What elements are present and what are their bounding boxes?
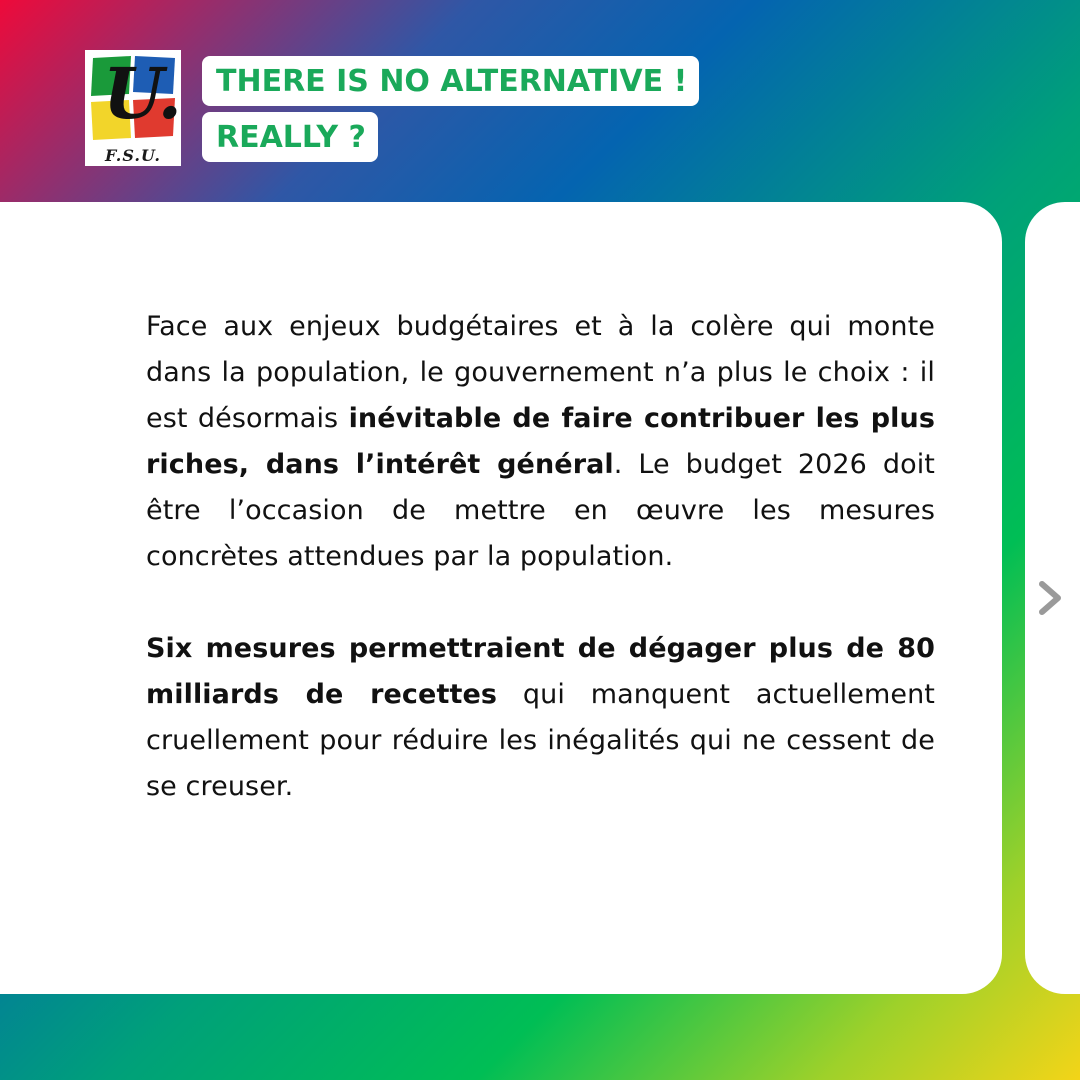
paragraph-1	[146, 304, 935, 580]
chevron-right-icon[interactable]	[1036, 578, 1066, 618]
p2-bold: Six mesures permettraient de dégager plus de 80 milliards de recettes	[146, 633, 935, 710]
p2-text-a: qui manquent actuellement cruellement pour réduire les inégalités qui ne cessent de se creuser.	[146, 679, 935, 802]
headline-line-1: THERE IS NO ALTERNATIVE !	[202, 56, 699, 106]
headline-line-2: REALLY ?	[202, 112, 378, 162]
p1-text-b: . Le budget 2026 doit être l’occasion de mettre en œuvre les mesures concrètes attendues par la population.	[146, 449, 935, 572]
p1-bold: inévitable de faire contribuer les plus riches, dans l’intérêt général	[146, 403, 935, 480]
logo-caption: F.S.U.	[105, 146, 161, 165]
p1-text-a: Face aux enjeux budgétaires et à la colère qui monte dans la population, le gouvernement n’a plus le choix : il est désormais	[146, 311, 935, 434]
fsu-logo	[85, 50, 181, 166]
logo-letter: U.	[103, 52, 182, 135]
body-text	[146, 304, 935, 810]
paragraph-2	[146, 626, 935, 810]
